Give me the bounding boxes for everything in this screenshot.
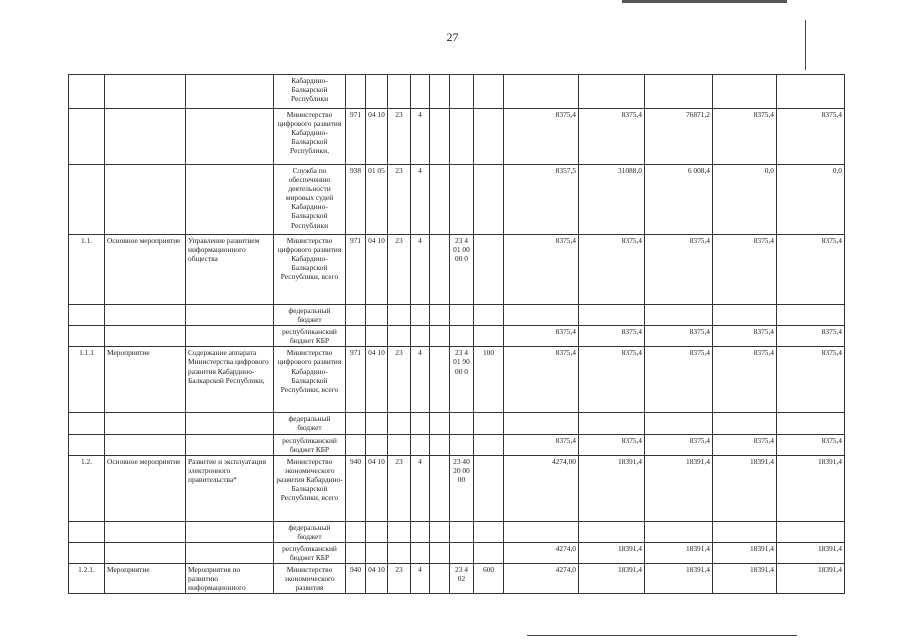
rz-cell: 01 05 (366, 165, 388, 235)
value-2022-cell: 18391,4 (713, 564, 777, 594)
status-cell (105, 434, 186, 455)
executor-cell: Служба по обеспечению деятельности мировых судей Кабардино-Балкарской Республики (274, 165, 346, 235)
gp-cell (411, 75, 430, 109)
name-cell (186, 109, 274, 165)
value-2020-cell: 18391,4 (579, 564, 645, 594)
vr-cell (474, 521, 504, 542)
executor-cell: федеральный бюджет (274, 305, 346, 326)
name-cell (186, 326, 274, 347)
csr-cell: 23 4 02 (450, 564, 474, 594)
status-cell (105, 75, 186, 109)
value-2020-cell: 31088,0 (579, 165, 645, 235)
rz-cell (366, 326, 388, 347)
value-2020-cell (579, 75, 645, 109)
table-row (69, 455, 845, 521)
row-number: 1.1.1 (69, 347, 105, 413)
row-number: 1.2.1. (69, 564, 105, 594)
vr-cell (474, 542, 504, 563)
value-2021-cell: 8375,4 (645, 434, 713, 455)
value-2022-cell: 8375,4 (713, 347, 777, 413)
value-2019-cell: 8375,4 (504, 434, 579, 455)
csr-cell: 23 40 20 00 00 (450, 455, 474, 521)
value-2023-cell: 8375,4 (777, 434, 845, 455)
value-2023-cell: 8375,4 (777, 235, 845, 305)
scan-artifact-bottom (527, 635, 797, 636)
value-2021-cell (645, 413, 713, 434)
value-2021-cell: 8375,4 (645, 347, 713, 413)
rz-cell: 04 10 (366, 109, 388, 165)
value-2020-cell: 18391,4 (579, 455, 645, 521)
value-2022-cell (713, 305, 777, 326)
value-2023-cell: 18391,4 (777, 564, 845, 594)
value-2019-cell: 8375,4 (504, 235, 579, 305)
value-2020-cell (579, 305, 645, 326)
gp-cell (411, 305, 430, 326)
value-2021-cell (645, 75, 713, 109)
pr-cell (388, 326, 411, 347)
table-row (69, 434, 845, 455)
csr-cell (450, 326, 474, 347)
gp-cell (411, 542, 430, 563)
row-number (69, 434, 105, 455)
value-2022-cell: 8375,4 (713, 109, 777, 165)
csr-cell (450, 521, 474, 542)
pr-cell: 23 (388, 564, 411, 594)
status-cell (105, 165, 186, 235)
table-row (69, 165, 845, 235)
status-cell (105, 326, 186, 347)
value-2022-cell: 8375,4 (713, 434, 777, 455)
value-2020-cell (579, 521, 645, 542)
pgp-cell (430, 434, 450, 455)
value-2022-cell: 18391,4 (713, 542, 777, 563)
pr-cell: 23 (388, 455, 411, 521)
value-2020-cell: 8375,4 (579, 434, 645, 455)
value-2019-cell: 8375,4 (504, 347, 579, 413)
rz-cell: 04 10 (366, 455, 388, 521)
gp-cell (411, 521, 430, 542)
name-cell (186, 75, 274, 109)
value-2022-cell: 8375,4 (713, 235, 777, 305)
value-2022-cell: 8375,4 (713, 326, 777, 347)
pr-cell: 23 (388, 165, 411, 235)
vr-cell (474, 235, 504, 305)
rz-cell (366, 521, 388, 542)
value-2019-cell (504, 305, 579, 326)
table-row (69, 75, 845, 109)
vr-cell (474, 434, 504, 455)
value-2023-cell (777, 75, 845, 109)
vr-cell (474, 455, 504, 521)
status-cell: Основное мероприятие (105, 235, 186, 305)
value-2021-cell: 6 008,4 (645, 165, 713, 235)
pr-cell (388, 521, 411, 542)
grbs-cell (346, 521, 366, 542)
value-2020-cell: 18391,4 (579, 542, 645, 563)
row-number (69, 542, 105, 563)
value-2022-cell (713, 75, 777, 109)
executor-cell: Кабардино-Балкарской Республики (274, 75, 346, 109)
gp-cell: 4 (411, 347, 430, 413)
rz-cell: 04 10 (366, 235, 388, 305)
pr-cell: 23 (388, 109, 411, 165)
csr-cell (450, 542, 474, 563)
value-2021-cell: 18391,4 (645, 455, 713, 521)
value-2020-cell: 8375,4 (579, 235, 645, 305)
pgp-cell (430, 521, 450, 542)
table-row (69, 564, 845, 594)
value-2023-cell (777, 413, 845, 434)
pr-cell: 23 (388, 347, 411, 413)
vr-cell: 600 (474, 564, 504, 594)
pr-cell (388, 305, 411, 326)
pgp-cell (430, 109, 450, 165)
status-cell: Мероприятие (105, 347, 186, 413)
value-2021-cell: 18391,4 (645, 542, 713, 563)
value-2023-cell: 18391,4 (777, 542, 845, 563)
grbs-cell (346, 434, 366, 455)
table-row (69, 413, 845, 434)
table-row (69, 326, 845, 347)
rz-cell: 04 10 (366, 347, 388, 413)
status-cell (105, 542, 186, 563)
grbs-cell: 938 (346, 165, 366, 235)
executor-cell: республиканский бюджет КБР (274, 542, 346, 563)
rz-cell (366, 434, 388, 455)
row-number (69, 305, 105, 326)
pgp-cell (430, 564, 450, 594)
gp-cell: 4 (411, 564, 430, 594)
pgp-cell (430, 542, 450, 563)
row-number (69, 326, 105, 347)
value-2022-cell (713, 521, 777, 542)
csr-cell (450, 434, 474, 455)
grbs-cell (346, 75, 366, 109)
value-2022-cell: 0,0 (713, 165, 777, 235)
rz-cell (366, 75, 388, 109)
executor-cell: Министерство экономического развития (274, 564, 346, 594)
value-2019-cell (504, 521, 579, 542)
name-cell (186, 521, 274, 542)
name-cell (186, 413, 274, 434)
vr-cell (474, 326, 504, 347)
name-cell (186, 165, 274, 235)
scan-artifact-right (805, 20, 806, 70)
vr-cell (474, 165, 504, 235)
pr-cell (388, 542, 411, 563)
executor-cell: федеральный бюджет (274, 521, 346, 542)
row-number (69, 75, 105, 109)
executor-cell: Министерство экономического развития Кабардино-Балкарской Республики, всего (274, 455, 346, 521)
grbs-cell: 940 (346, 564, 366, 594)
grbs-cell: 971 (346, 235, 366, 305)
value-2021-cell: 76871,2 (645, 109, 713, 165)
value-2019-cell: 4274,0 (504, 542, 579, 563)
value-2021-cell (645, 305, 713, 326)
page-number: 27 (446, 30, 459, 44)
value-2020-cell (579, 413, 645, 434)
value-2020-cell: 8375,4 (579, 326, 645, 347)
table-row (69, 109, 845, 165)
pgp-cell (430, 235, 450, 305)
row-number: 1.2. (69, 455, 105, 521)
status-cell (105, 109, 186, 165)
pgp-cell (430, 455, 450, 521)
vr-cell (474, 109, 504, 165)
gp-cell (411, 413, 430, 434)
table-row (69, 305, 845, 326)
name-cell (186, 542, 274, 563)
grbs-cell: 940 (346, 455, 366, 521)
table-row (69, 347, 845, 413)
status-cell (105, 305, 186, 326)
pgp-cell (430, 165, 450, 235)
value-2019-cell: 8357,5 (504, 165, 579, 235)
gp-cell: 4 (411, 109, 430, 165)
value-2019-cell: 4274,00 (504, 455, 579, 521)
value-2021-cell (645, 521, 713, 542)
name-cell (186, 305, 274, 326)
status-cell: Основное мероприятие (105, 455, 186, 521)
gp-cell (411, 326, 430, 347)
value-2019-cell (504, 75, 579, 109)
rz-cell (366, 542, 388, 563)
csr-cell (450, 413, 474, 434)
executor-cell: республиканский бюджет КБР (274, 434, 346, 455)
vr-cell (474, 305, 504, 326)
value-2020-cell: 8375,4 (579, 109, 645, 165)
value-2021-cell: 8375,4 (645, 326, 713, 347)
grbs-cell (346, 305, 366, 326)
csr-cell (450, 305, 474, 326)
pr-cell (388, 434, 411, 455)
executor-cell: федеральный бюджет (274, 413, 346, 434)
executor-cell: республиканский бюджет КБР (274, 326, 346, 347)
value-2023-cell: 8375,4 (777, 347, 845, 413)
row-number (69, 109, 105, 165)
rz-cell (366, 305, 388, 326)
value-2023-cell (777, 521, 845, 542)
gp-cell: 4 (411, 165, 430, 235)
csr-cell: 23 4 01 90 00 0 (450, 347, 474, 413)
value-2019-cell: 4274,0 (504, 564, 579, 594)
rz-cell (366, 413, 388, 434)
name-cell: Содержание аппарата Министерства цифрового развития Кабардино-Балкарской Республики, (186, 347, 274, 413)
vr-cell: 100 (474, 347, 504, 413)
grbs-cell (346, 542, 366, 563)
gp-cell (411, 434, 430, 455)
executor-cell: Министерство цифрового развития Кабардино-Балкарской Республики, всего (274, 347, 346, 413)
grbs-cell (346, 413, 366, 434)
csr-cell (450, 109, 474, 165)
executor-cell: Министерство цифрового развития Кабардино-Балкарской Республики, всего (274, 235, 346, 305)
value-2021-cell: 18391,4 (645, 564, 713, 594)
status-cell (105, 413, 186, 434)
pr-cell: 23 (388, 235, 411, 305)
value-2023-cell: 8375,4 (777, 109, 845, 165)
grbs-cell: 971 (346, 347, 366, 413)
name-cell (186, 434, 274, 455)
table-row (69, 235, 845, 305)
table-row (69, 521, 845, 542)
value-2019-cell: 8375,4 (504, 326, 579, 347)
vr-cell (474, 413, 504, 434)
pr-cell (388, 413, 411, 434)
pgp-cell (430, 305, 450, 326)
name-cell: Развитие и эксплуатация электронного правительства* (186, 455, 274, 521)
value-2022-cell: 18391,4 (713, 455, 777, 521)
grbs-cell (346, 326, 366, 347)
value-2023-cell: 0,0 (777, 165, 845, 235)
csr-cell (450, 165, 474, 235)
status-cell (105, 521, 186, 542)
csr-cell: 23 4 01 00 00 0 (450, 235, 474, 305)
gp-cell: 4 (411, 455, 430, 521)
status-cell: Мероприятие (105, 564, 186, 594)
value-2022-cell (713, 413, 777, 434)
executor-cell: Министерство цифрового развития Кабардино-Балкарской Республики, (274, 109, 346, 165)
csr-cell (450, 75, 474, 109)
value-2021-cell: 8375,4 (645, 235, 713, 305)
row-number (69, 165, 105, 235)
value-2019-cell (504, 413, 579, 434)
row-number: 1.1. (69, 235, 105, 305)
name-cell: Управление развитием информационного общества (186, 235, 274, 305)
value-2023-cell: 8375,4 (777, 326, 845, 347)
gp-cell: 4 (411, 235, 430, 305)
pgp-cell (430, 413, 450, 434)
value-2023-cell (777, 305, 845, 326)
pgp-cell (430, 347, 450, 413)
row-number (69, 413, 105, 434)
pr-cell (388, 75, 411, 109)
row-number (69, 521, 105, 542)
pgp-cell (430, 326, 450, 347)
value-2019-cell: 8375,4 (504, 109, 579, 165)
scan-artifact-top (622, 0, 787, 3)
value-2023-cell: 18391,4 (777, 455, 845, 521)
rz-cell: 04 10 (366, 564, 388, 594)
budget-table (68, 74, 845, 594)
name-cell: Мероприятия по развитию информационного (186, 564, 274, 594)
grbs-cell: 971 (346, 109, 366, 165)
vr-cell (474, 75, 504, 109)
table-row (69, 542, 845, 563)
pgp-cell (430, 75, 450, 109)
value-2020-cell: 8375,4 (579, 347, 645, 413)
